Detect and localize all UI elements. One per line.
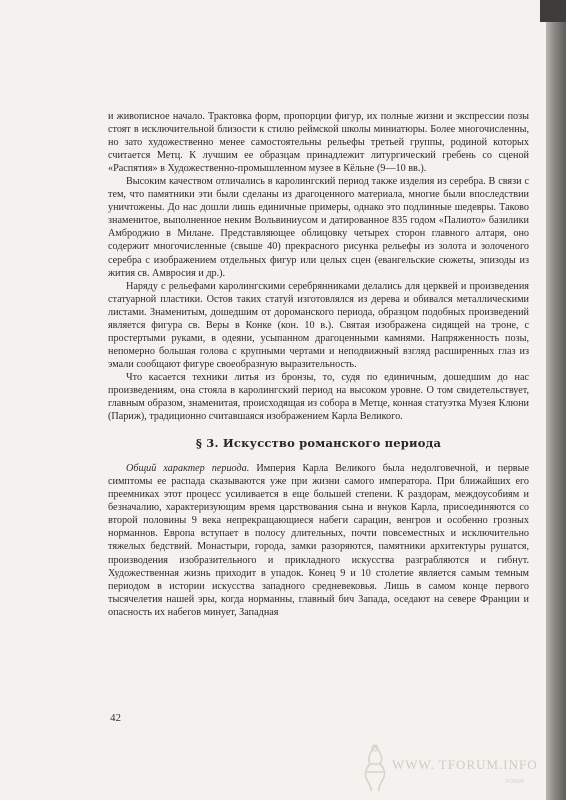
- body-text: [108, 110, 529, 619]
- paragraph-3: Наряду с рельефами каролингскими серебрянниками делались для церквей и произведения статуарной пластики. Остов таких статуй изготовлялся из дерева и обивался металлическими листами. Знаменитым, дошедшим от дороманского периода, образцом подобных произведений является фигура св. Веры в Конке (кон. 10 в.). Святая изображена сидящей на троне, с простертыми руками, в одеяни, усыпанном драгоценными камнями. Напряженность позы, непомерно большая голова с крупными чертами и неподвижный взгляд расширенных глаз из эмали сообщают фигуре своеобразную выразительность.: [108, 280, 529, 370]
- book-spine-top: [540, 0, 566, 22]
- book-spine: [546, 0, 566, 800]
- watermark-text: WWW. TFORUM.INFO: [392, 757, 538, 772]
- page-number: 42: [110, 712, 121, 724]
- paragraph-1: и живописное начало. Трактовка форм, пропорции фигур, их полные жизни и экспрессии позы стоят в исключительной близости к стилю реймской школы миниатюры. Более многочисленны, но зато художественно менее самостоятельны рельефы третьей группы, родиной которых считается Метц. К лучшим ее образцам принадлежит литургический гребень со сценой «Распятия» в Художественно-промышленном музее в Кёльне (9—10 вв.).: [108, 111, 529, 175]
- paragraph-2: Высоким качеством отличались в каролингский период также изделия из серебра. В связи с тем, что памятники эти были сделаны из драгоценного материала, многие были впоследствии уничтожены. До нас дошли лишь единичные примеры, однако это подлинные шедевры. Таково знаменитое, выполненное неким Вольвиниусом и датированное 835 годом «Палиото» базилики Амброджио в Милане. Представляющее облицовку четырех сторон главного алтаря, оно содержит многочисленные (свыше 40) прекрасного рисунка рельефы из золота и золоченого серебра с изображением отдельных фигур или целых сцен (евангельские сюжеты, эпизоды из жития св. Амвросия и др.).: [108, 176, 529, 279]
- watermark-subtext: FORUM: [506, 779, 525, 785]
- paragraph-5-body: Империя Карла Великого была недолговечной, и первые симптомы ее распада сказываются уже при жизни самого императора. При ближайших его преемниках этот процесс усиливается в еще большей степени. К раздорам, междоусобиям и безначалию, характеризующим время царствования сына и внуков Карла, присоединяются со второй половины 9 века непрекращающиеся набеги сарацин, венгров и особенно грозных норманнов. Европа вступает в полосу длительных, почти повсеместных и исключительно тяжелых бедствий. Монастыри, города, замки разоряются, памятники архитектуры рушатся, производения изобразительного и прикладного искусства разграбляются и гибнут. Художественная жизнь приходит в упадок. Конец 9 и 10 столетие является самым темным периодом в истории искусства западного средневековья. Лишь в самом конце первого тысячелетия нашей эры, когда норманны, главный бич Запада, оседают на севере Франции и опасность их набегов минует, Западная: [108, 463, 529, 618]
- section-heading: § 3. Искусство романского периода: [195, 436, 442, 451]
- paragraph-5-lead: Общий характер периода.: [126, 463, 250, 475]
- watermark-figure-icon: [358, 742, 392, 792]
- paragraph-4: Что касается техники литья из бронзы, то, судя по единичным, дошедшим до нас произведениям, она стояла в каролингский период на высоком уровне. О том свидетельствует, главным образом, знаменитая, происходящая из собора в Метце, конная статуэтка Музея Клюни (Париж), традиционно считавшаяся изображением Карла Великого.: [108, 371, 529, 423]
- paragraph-5: [108, 462, 529, 619]
